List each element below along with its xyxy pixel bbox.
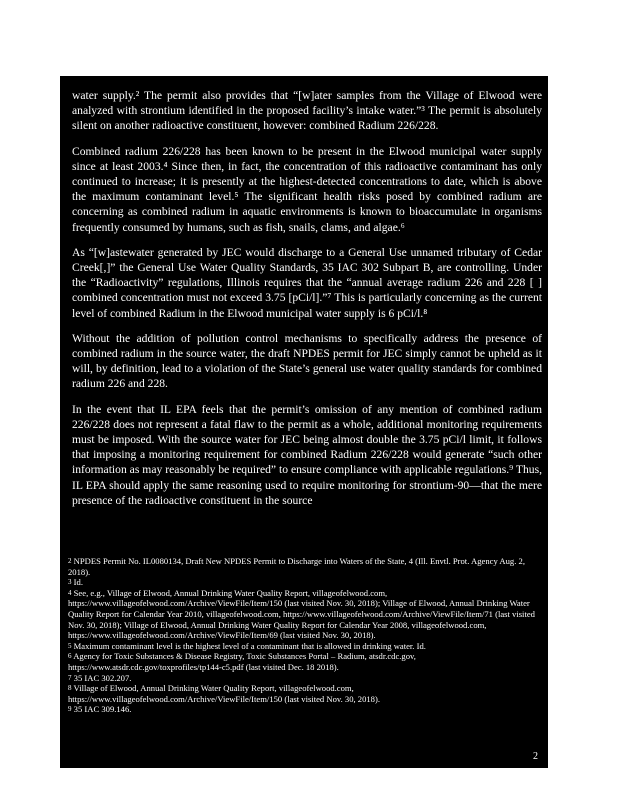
footnote <box>68 556 542 577</box>
footnote-text: 35 IAC 302.207. <box>73 672 132 683</box>
footnote-mark: 9 <box>68 705 72 714</box>
footnote <box>68 641 542 652</box>
footnote-text: See, e.g., Village of Elwood, Annual Drinking Water Quality Report, villageofelwood.com, https://www.villageofelwood.com/Archive/ViewFile/Item/150 (last visited Nov. 30, 2018); Village of Elwood, Annual Drinking Water Quality Report for Calendar Year 2010, villageofelwood.com, https://www.villageofelwood.com/Archive/ViewFile/Item/71 (last visited Nov. 30, 2018); Village of Elwood, Annual Drinking Water Quality Report for Calendar Year 2008, villageofelwood.com, https://www.villageofelwood.com/Archive/ViewFile/Item/69 (last visited Nov. 30, 2018). <box>68 587 535 641</box>
footnote <box>68 683 542 704</box>
document-page <box>60 76 548 768</box>
footnote <box>68 651 542 672</box>
footnote-text: NPDES Permit No. IL0080134, Draft New NPDES Permit to Discharge into Waters of the State, 4 (Ill. Envtl. Prot. Agency Aug. 2, 2018). <box>68 556 525 577</box>
footnote-text: Agency for Toxic Substances & Disease Registry, Toxic Substances Portal – Radium, atsdr.cdc.gov, https://www.atsdr.cdc.gov/toxprofiles/tp144-c5.pdf (last visited Dec. 18 2018). <box>68 651 416 672</box>
footnote-text: Village of Elwood, Annual Drinking Water Quality Report, villageofelwood.com, https://www.villageofelwood.com/Archive/ViewFile/Item/150 (last visited Nov. 30, 2018). <box>68 683 380 704</box>
footnote-text: Id. <box>73 577 83 588</box>
paragraph: Combined radium 226/228 has been known to be present in the Elwood municipal water supply since at least 2003.⁴ Since then, in fact, the concentration of this radioactive contaminant has only continued to increase; it is presently at the highest-detected concentrations to date, which is above the maximum contaminant level.⁵ The significant health risks posed by combined radium are concerning as combined radium in aquatic environments is known to bioaccumulate in organisms frequently consumed by humans, such as fish, snails, clams, and algae.⁶ <box>72 144 542 234</box>
footnote <box>68 673 542 684</box>
footnotes <box>68 556 542 715</box>
footnote-mark: 3 <box>68 578 72 587</box>
footnote-mark: 6 <box>68 652 72 661</box>
footnote <box>68 704 542 715</box>
footnote-mark: 2 <box>68 557 72 565</box>
footnote <box>68 577 542 588</box>
footnote-text: Maximum contaminant level is the highest level of a contaminant that is allowed in drinking water. Id. <box>73 640 426 651</box>
body-text <box>72 88 542 518</box>
footnote-mark: 8 <box>68 684 72 693</box>
footnote-mark: 5 <box>68 641 72 650</box>
footnote-text: 35 IAC 309.146. <box>73 704 132 715</box>
footnote-mark: 4 <box>68 588 72 597</box>
paragraph: Without the addition of pollution control mechanisms to specifically address the presence of combined radium in the source water, the draft NPDES permit for JEC simply cannot be upheld as it will, by definition, lead to a violation of the State’s general use water quality standards for combined radium 226 and 228. <box>72 331 542 391</box>
footnote <box>68 588 542 641</box>
paragraph: As “[w]astewater generated by JEC would discharge to a General Use unnamed tributary of Cedar Creek[,]” the General Use Water Quality Standards, 35 IAC 302 Subpart B, are controlling. Under the “Radioactivity” regulations, Illinois requires that the “annual average radium 226 and 228 [ ] combined concentration must not exceed 3.75 [pCi/l].”⁷ This is particularly concerning as the current level of combined Radium in the Elwood municipal water supply is 6 pCi/l.⁸ <box>72 245 542 320</box>
paragraph: water supply.² The permit also provides that “[w]ater samples from the Village of Elwood were analyzed with strontium identified in the proposed facility’s intake water.”³ The permit is absolutely silent on another radioactive constituent, however: combined Radium 226/228. <box>72 89 542 133</box>
paragraph: In the event that IL EPA feels that the permit’s omission of any mention of combined radium 226/228 does not represent a fatal flaw to the permit as a whole, additional monitoring requirements must be imposed. With the source water for JEC being almost double the 3.75 pCi/l limit, it follows that imposing a monitoring requirement for combined Radium 226/228 would generate “such other information as may reasonably be required” to ensure compliance with applicable regulations.⁹ Thus, IL EPA should apply the same reasoning used to require monitoring for strontium-90—that the mere presence of the radioactive constituent in the source <box>72 402 542 507</box>
page-number: 2 <box>533 751 538 762</box>
footnote-mark: 7 <box>68 673 72 682</box>
